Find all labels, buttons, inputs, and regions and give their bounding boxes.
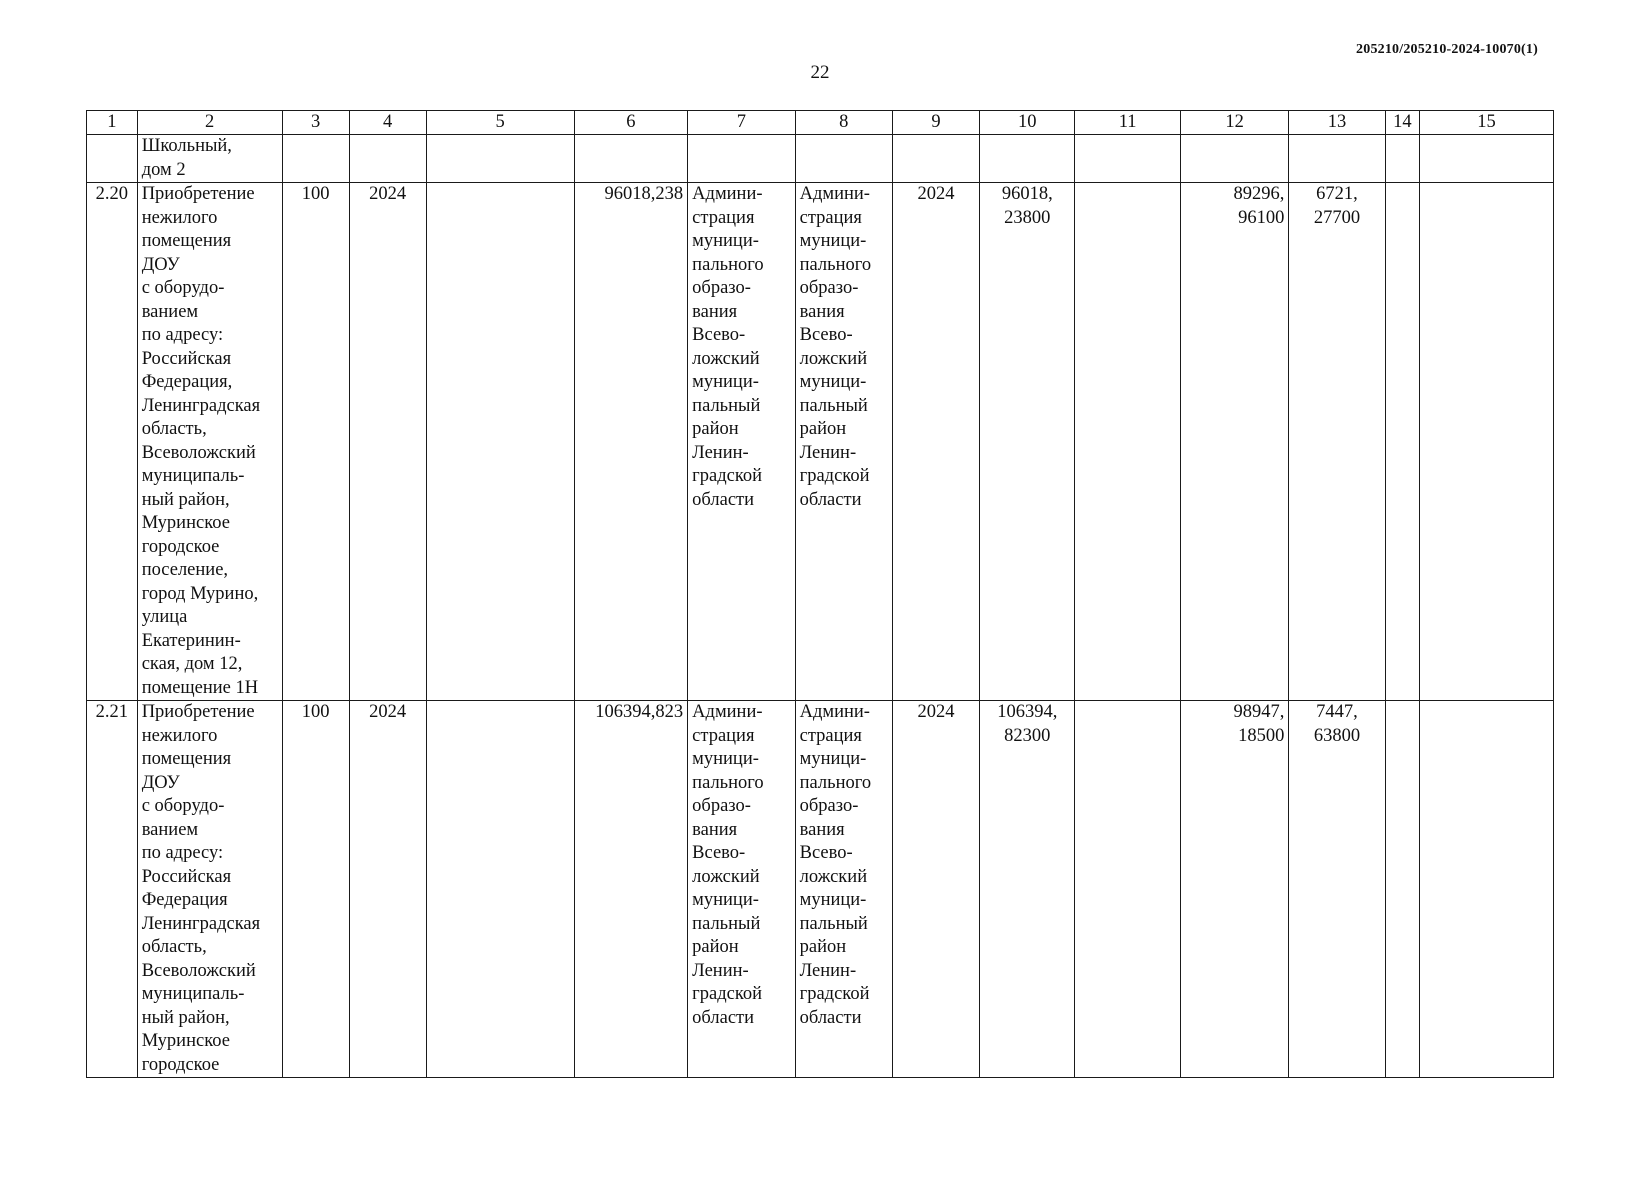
year-cell: 2024 bbox=[349, 183, 426, 701]
object-name-cell: Приобретение нежилого помещения ДОУ с оборудо- ванием по адресу: Российская Федерация Ленинградская область, Всеволожский муниципаль- ный район, Муринское городское bbox=[137, 701, 282, 1078]
table-row-2-20 bbox=[87, 183, 1554, 701]
total-amount-cell: 106394, 82300 bbox=[980, 701, 1075, 1078]
table-cell bbox=[349, 135, 426, 183]
cost-cell: 96018,238 bbox=[574, 183, 688, 701]
customer-cell: Админи- страция муници- пального образо- вания Всево- ложский муници- пальный район Ленин- градской области bbox=[795, 183, 892, 701]
table-cell bbox=[1385, 701, 1419, 1078]
year-cell: 2024 bbox=[892, 183, 979, 701]
data-table bbox=[86, 110, 1554, 1078]
row-number-cell: 2.21 bbox=[87, 701, 138, 1078]
customer-cell: Админи- страция муници- пального образо- вания Всево- ложский муници- пальный район Ленин- градской области bbox=[795, 701, 892, 1078]
table-cell bbox=[1420, 183, 1554, 701]
row-number-cell: 2.20 bbox=[87, 183, 138, 701]
table-cell bbox=[1075, 183, 1180, 701]
table-cell bbox=[688, 135, 795, 183]
year-cell: 2024 bbox=[349, 701, 426, 1078]
header-cell-9: 9 bbox=[892, 111, 979, 135]
total-amount-cell: 96018, 23800 bbox=[980, 183, 1075, 701]
header-cell-15: 15 bbox=[1420, 111, 1554, 135]
header-cell-4: 4 bbox=[349, 111, 426, 135]
header-cell-8: 8 bbox=[795, 111, 892, 135]
table-cell bbox=[1420, 135, 1554, 183]
capacity-cell: 100 bbox=[282, 183, 349, 701]
table-cell bbox=[892, 135, 979, 183]
table-cell bbox=[1075, 135, 1180, 183]
table-cell bbox=[795, 135, 892, 183]
page-number: 22 bbox=[810, 62, 830, 83]
header-cell-12: 12 bbox=[1180, 111, 1288, 135]
table-cell bbox=[426, 135, 574, 183]
table-cell bbox=[1180, 135, 1288, 183]
header-row bbox=[87, 111, 1554, 135]
header-cell-10: 10 bbox=[980, 111, 1075, 135]
document-id: 205210/205210-2024-10070(1) bbox=[1356, 42, 1538, 57]
object-name-cell: Школьный, дом 2 bbox=[137, 135, 282, 183]
year-cell: 2024 bbox=[892, 701, 979, 1078]
table-cell bbox=[1420, 701, 1554, 1078]
table-cell bbox=[574, 135, 688, 183]
administrator-cell: Админи- страция муници- пального образо- вания Всево- ложский муници- пальный район Ленин- градской области bbox=[688, 183, 795, 701]
table-row-2-21 bbox=[87, 701, 1554, 1078]
table-cell bbox=[1075, 701, 1180, 1078]
cost-cell: 106394,823 bbox=[574, 701, 688, 1078]
table-cell bbox=[426, 701, 574, 1078]
regional-budget-cell: 98947, 18500 bbox=[1180, 701, 1288, 1078]
object-name-cell: Приобретение нежилого помещения ДОУ с оборудо- ванием по адресу: Российская Федерация, Ленинградская область, Всеволожский муниципаль- ный район, Муринское городское поселение, город Мурино, улица Екатеринин- ская, дом 12, помещение 1Н bbox=[137, 183, 282, 701]
header-cell-7: 7 bbox=[688, 111, 795, 135]
header-cell-14: 14 bbox=[1385, 111, 1419, 135]
table-cell bbox=[1289, 135, 1385, 183]
header-cell-2: 2 bbox=[137, 111, 282, 135]
header-cell-1: 1 bbox=[87, 111, 138, 135]
table-cell bbox=[1385, 135, 1419, 183]
table-cell bbox=[1385, 183, 1419, 701]
header-cell-13: 13 bbox=[1289, 111, 1385, 135]
table-cell bbox=[980, 135, 1075, 183]
capacity-cell: 100 bbox=[282, 701, 349, 1078]
row-number-cell bbox=[87, 135, 138, 183]
header-cell-3: 3 bbox=[282, 111, 349, 135]
local-budget-cell: 7447, 63800 bbox=[1289, 701, 1385, 1078]
table-cell bbox=[282, 135, 349, 183]
regional-budget-cell: 89296, 96100 bbox=[1180, 183, 1288, 701]
administrator-cell: Админи- страция муници- пального образо- вания Всево- ложский муници- пальный район Ленин- градской области bbox=[688, 701, 795, 1078]
header-cell-5: 5 bbox=[426, 111, 574, 135]
local-budget-cell: 6721, 27700 bbox=[1289, 183, 1385, 701]
header-cell-6: 6 bbox=[574, 111, 688, 135]
table-cell bbox=[426, 183, 574, 701]
table-row-continuation bbox=[87, 135, 1554, 183]
header-cell-11: 11 bbox=[1075, 111, 1180, 135]
